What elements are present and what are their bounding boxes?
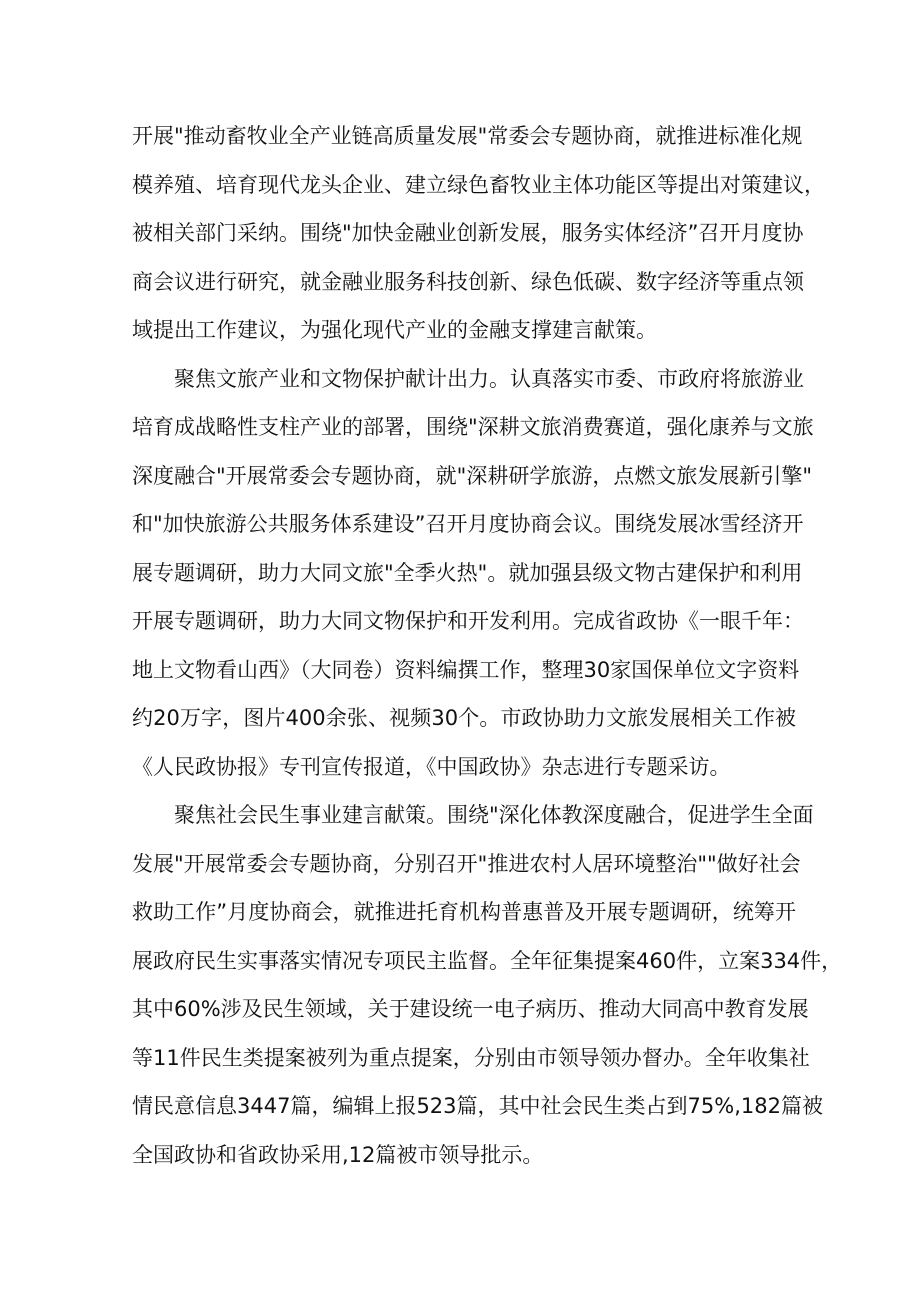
text-line: 约20万字，图片400余张、视频30个。市政协助力文旅发展相关工作被 — [132, 706, 796, 730]
text-line: 开展"推动畜牧业全产业链高质量发展"常委会专题协商，就推进标准化规 — [132, 124, 803, 148]
text-line: 深度融合"开展常委会专题协商，就"深耕研学旅游，点燃文旅发展新引擎" — [132, 463, 812, 488]
text-line: 聚焦社会民生事业建言献策。围绕"深化体教深度融合，促进学生全面 — [174, 803, 814, 827]
text-line: 聚焦文旅产业和文物保护献计出力。认真落实市委、市政府将旅游业 — [174, 366, 804, 391]
text-line: 展政府民生实事落实情况专项民主监督。全年征集提案460件，立案334件， — [132, 948, 843, 973]
text-line: 地上文物看山西》（大同卷）资料编撰工作，整理30家国保单位文字资料 — [132, 657, 800, 682]
text-line: 情民意信息3447篇，编辑上报523篇，其中社会民生类占到75%,182篇被 — [132, 1094, 823, 1118]
paragraph-culture-tourism — [132, 355, 814, 792]
text-line: 模养殖、培育现代龙头企业、建立绿色畜牧业主体功能区等提出对策建议， — [132, 172, 825, 197]
text-line: 其中60%涉及民生领域，关于建设统一电子病历、推动大同高中教育发展 — [132, 997, 809, 1021]
paragraph-livestock-finance — [132, 112, 825, 355]
text-line: 救助工作”月度协商会，就推进托育机构普惠普及开展专题调研，统筹开 — [132, 900, 796, 924]
text-line: 商会议进行研究，就金融业服务科技创新、绿色低碳、数字经济等重点领 — [132, 269, 804, 294]
text-line: 被相关部门采纳。围绕"加快金融业创新发展，服务实体经济”召开月度协 — [132, 221, 804, 245]
text-line: 《人民政协报》专刊宣传报道，《中国政协》杂志进行专题采访。 — [132, 754, 731, 779]
text-line: 开展专题调研，助力大同文物保护和开发利用。完成省政协《一眼千年： — [132, 609, 804, 633]
text-line: 全国政协和省政协采用,12篇被市领导批示。 — [132, 1142, 544, 1167]
document-body — [132, 112, 843, 1179]
text-line: 和"加快旅游公共服务体系建设”召开月度协商会议。围绕发展冰雪经济开 — [132, 512, 804, 536]
text-line: 域提出工作建议，为强化现代产业的金融支撑建言献策。 — [132, 318, 657, 342]
text-line: 培育成战略性支柱产业的部署，围绕"深耕文旅消费赛道，强化康养与文旅 — [132, 415, 814, 439]
paragraph-social-livelihood — [132, 791, 843, 1179]
text-line: 展专题调研，助力大同文旅"全季火热"。就加强县级文物古建保护和利用 — [132, 560, 803, 585]
text-line: 发展"开展常委会专题协商，分别召开"推进农村人居环境整治""做好社会 — [132, 851, 801, 876]
text-line: 等11件民生类提案被列为重点提案，分别由市领导领办督办。全年收集社 — [132, 1045, 810, 1070]
